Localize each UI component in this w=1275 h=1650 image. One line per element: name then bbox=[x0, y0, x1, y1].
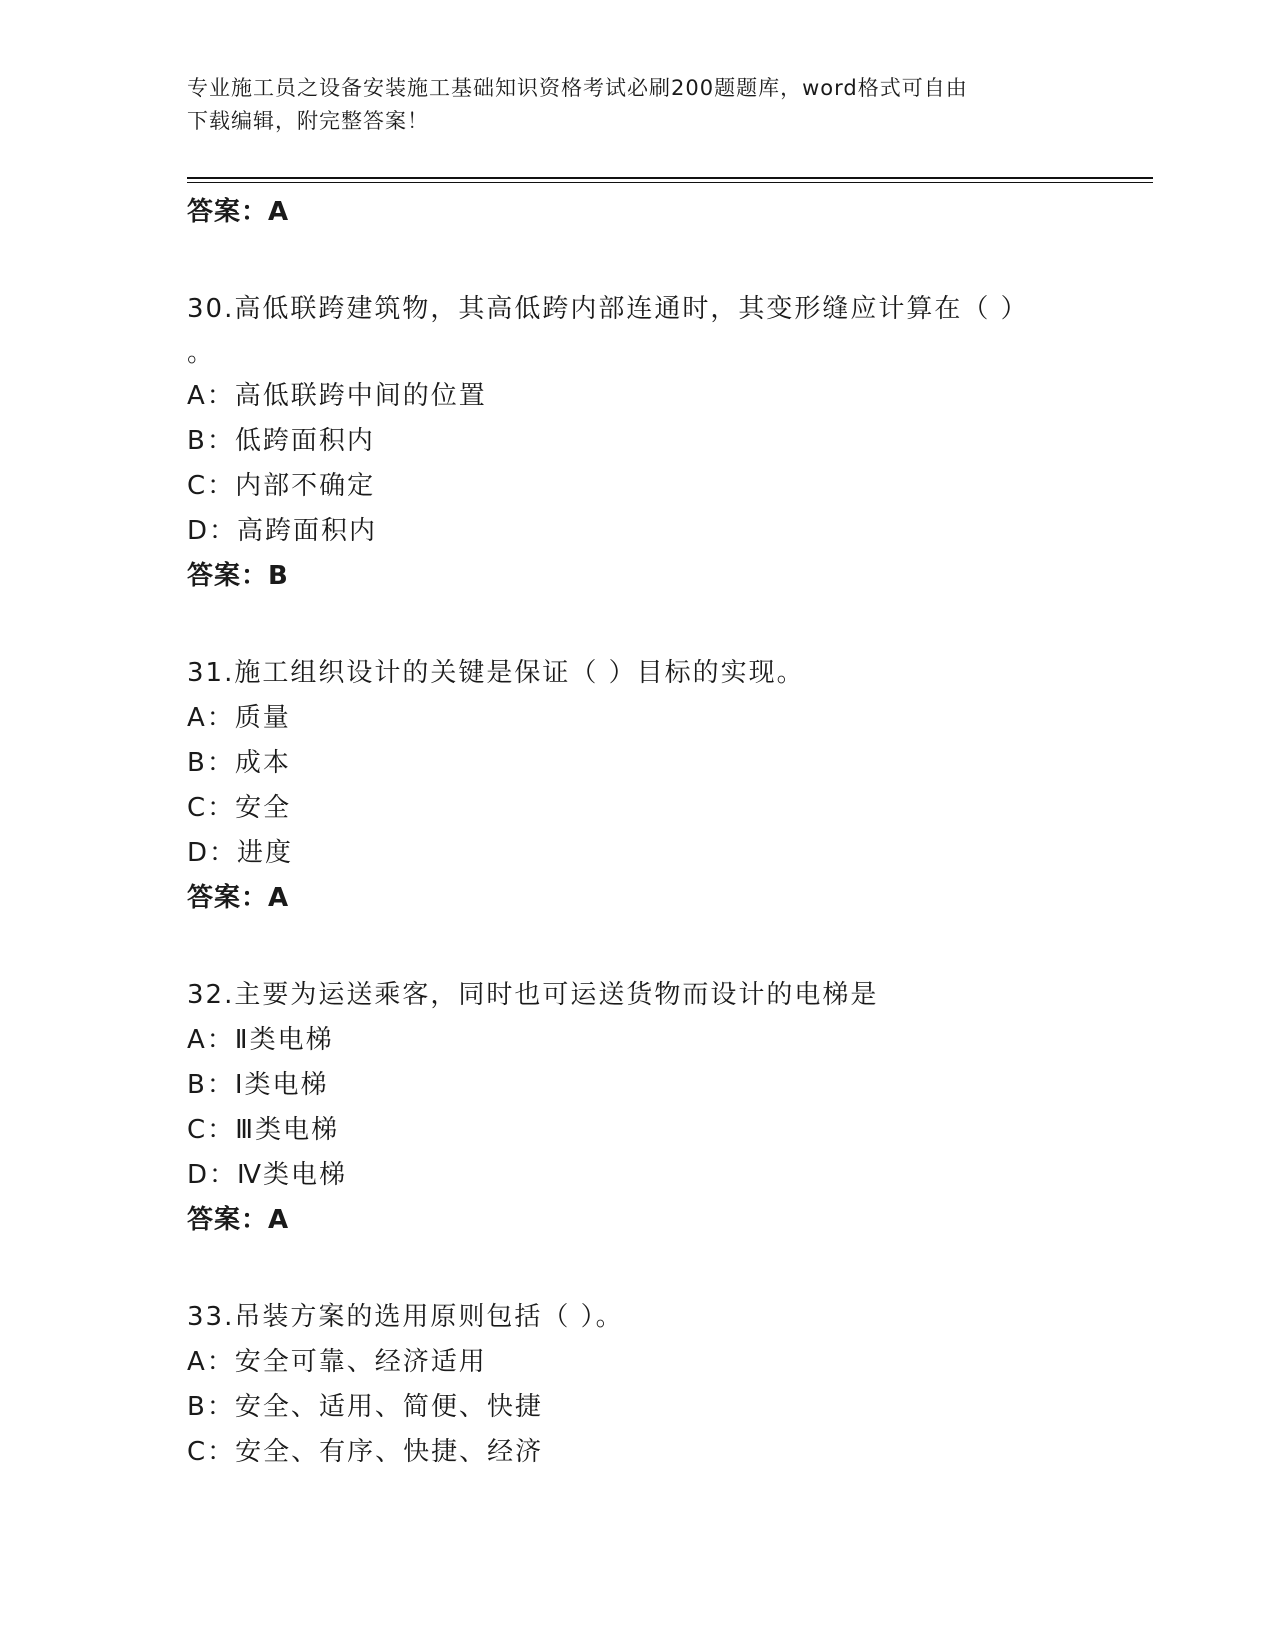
answer-line: 答案：A bbox=[187, 883, 290, 913]
header-divider bbox=[187, 177, 1153, 186]
option-a: A：质量 bbox=[187, 703, 291, 733]
answer-line: 答案：A bbox=[187, 197, 290, 227]
question-stem-continued: 。 bbox=[187, 338, 216, 368]
divider-line-thick bbox=[187, 177, 1153, 179]
question-block bbox=[187, 1295, 1147, 1475]
option-d: D：进度 bbox=[187, 838, 294, 868]
option-b: B：Ⅰ类电梯 bbox=[187, 1070, 329, 1100]
option-a: A：高低联跨中间的位置 bbox=[187, 381, 487, 411]
option-d: D：高跨面积内 bbox=[187, 516, 378, 546]
spacer bbox=[187, 1243, 1147, 1295]
question-block bbox=[187, 287, 1147, 599]
answer-line: 答案：A bbox=[187, 1205, 290, 1235]
option-a: A：安全可靠、经济适用 bbox=[187, 1347, 487, 1377]
answer-line: 答案：B bbox=[187, 561, 289, 591]
question-block bbox=[187, 651, 1147, 921]
option-c: C：安全 bbox=[187, 793, 292, 823]
option-b: B：成本 bbox=[187, 748, 291, 778]
option-c: C：安全、有序、快捷、经济 bbox=[187, 1437, 544, 1467]
header-line-2: 下载编辑，附完整答案！ bbox=[187, 109, 429, 133]
option-a: A：Ⅱ类电梯 bbox=[187, 1025, 334, 1055]
option-c: C：内部不确定 bbox=[187, 471, 376, 501]
question-stem: 31.施工组织设计的关键是保证（ ）目标的实现。 bbox=[187, 658, 805, 688]
spacer bbox=[187, 599, 1147, 651]
divider-line-thin bbox=[187, 182, 1153, 183]
document-header bbox=[187, 72, 1087, 138]
spacer bbox=[187, 235, 1147, 287]
question-block bbox=[187, 973, 1147, 1243]
option-b: B：安全、适用、简便、快捷 bbox=[187, 1392, 543, 1422]
question-stem: 30.高低联跨建筑物，其高低跨内部连通时，其变形缝应计算在（ ） bbox=[187, 294, 1029, 324]
header-line-1: 专业施工员之设备安装施工基础知识资格考试必刷200题题库，word格式可自由 bbox=[187, 76, 968, 100]
question-stem: 32.主要为运送乘客，同时也可运送货物而设计的电梯是 bbox=[187, 980, 879, 1010]
option-b: B：低跨面积内 bbox=[187, 426, 375, 456]
question-list bbox=[187, 190, 1147, 1475]
option-c: C：Ⅲ类电梯 bbox=[187, 1115, 340, 1145]
spacer bbox=[187, 921, 1147, 973]
question-stem: 33.吊装方案的选用原则包括（ ）。 bbox=[187, 1302, 624, 1332]
option-d: D：Ⅳ类电梯 bbox=[187, 1160, 348, 1190]
